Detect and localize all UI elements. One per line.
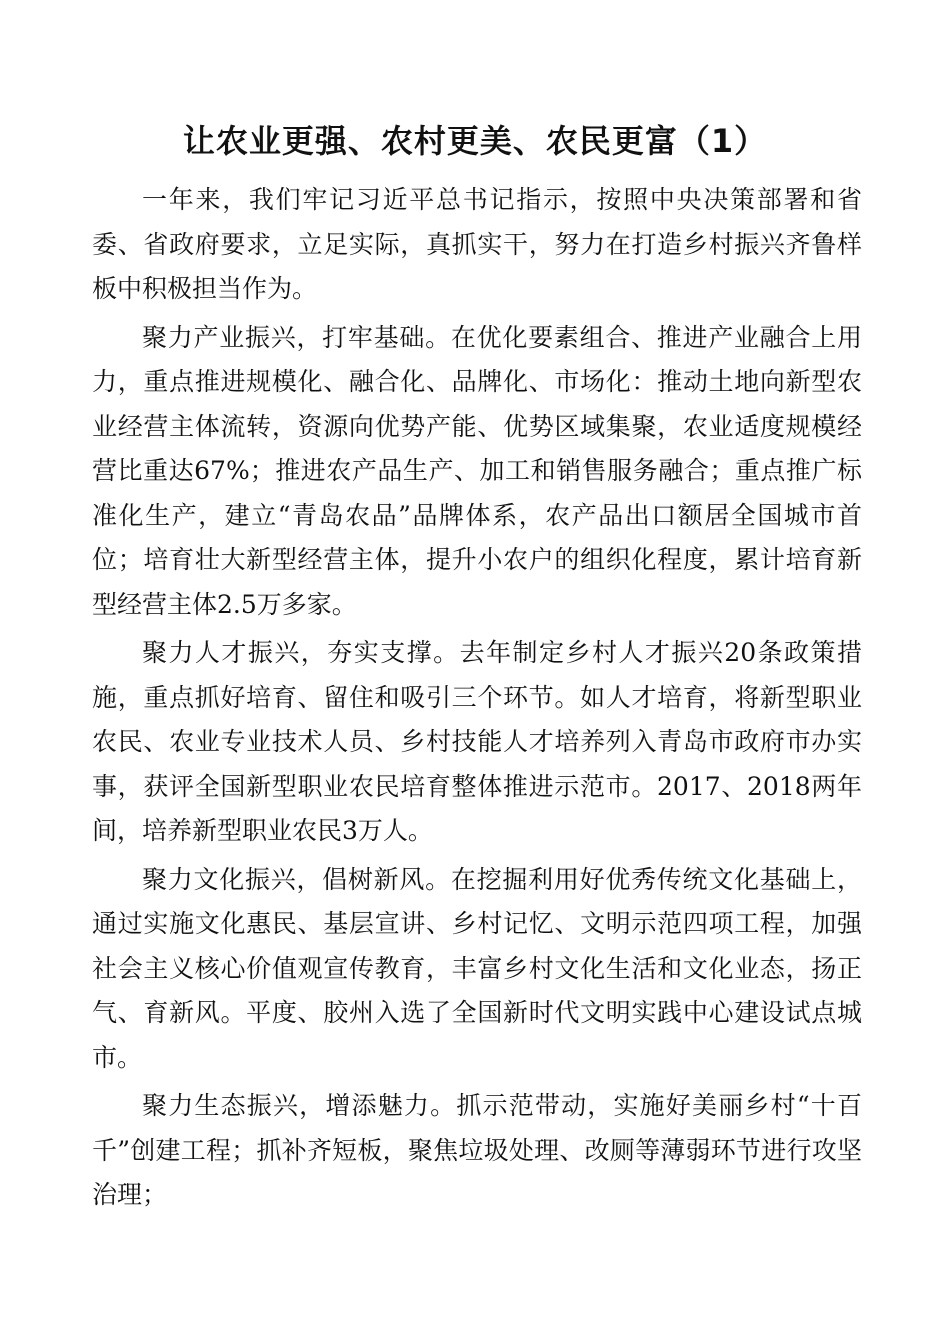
paragraph-industry: 聚力产业振兴，打牢基础。在优化要素组合、推进产业融合上用力，重点推进规模化、融合化、品牌化、市场化：推动土地向新型农业经营主体流转，资源向优势产能、优势区域集聚，农业适度规模经营比重达67%；推进农产品生产、加工和销售服务融合；重点推广标准化生产，建立“青岛农品”品牌体系，农产品出口额居全国城市首位；培育壮大新型经营主体，提升小农户的组织化程度，累计培育新型经营主体2.5万多家。 [92, 322, 862, 619]
document-body [92, 178, 862, 1222]
document-title: 让农业更强、农村更美、农民更富（1） [182, 122, 768, 160]
paragraph-intro: 一年来，我们牢记习近平总书记指示，按照中央决策部署和省委、省政府要求，立足实际，真抓实干，努力在打造乡村振兴齐鲁样板中积极担当作为。 [92, 185, 862, 303]
paragraph-culture: 聚力文化振兴，倡树新风。在挖掘利用好优秀传统文化基础上，通过实施文化惠民、基层宣讲、乡村记忆、文明示范四项工程，加强社会主义核心价值观宣传教育，丰富乡村文化生活和文化业态，扬正气、育新风。平度、胶州入选了全国新时代文明实践中心建设试点城市。 [92, 864, 862, 1072]
paragraph-talent: 聚力人才振兴，夯实支撑。去年制定乡村人才振兴20条政策措施，重点抓好培育、留住和吸引三个环节。如人才培育，将新型职业农民、农业专业技术人员、乡村技能人才培养列入青岛市政府市办实事，获评全国新型职业农民培育整体推进示范市。2017、2018两年间，培养新型职业农民3万人。 [92, 638, 862, 845]
paragraph-ecology: 聚力生态振兴，增添魅力。抓示范带动，实施好美丽乡村“十百千”创建工程；抓补齐短板，聚焦垃圾处理、改厕等薄弱环节进行攻坚治理； [92, 1091, 862, 1209]
